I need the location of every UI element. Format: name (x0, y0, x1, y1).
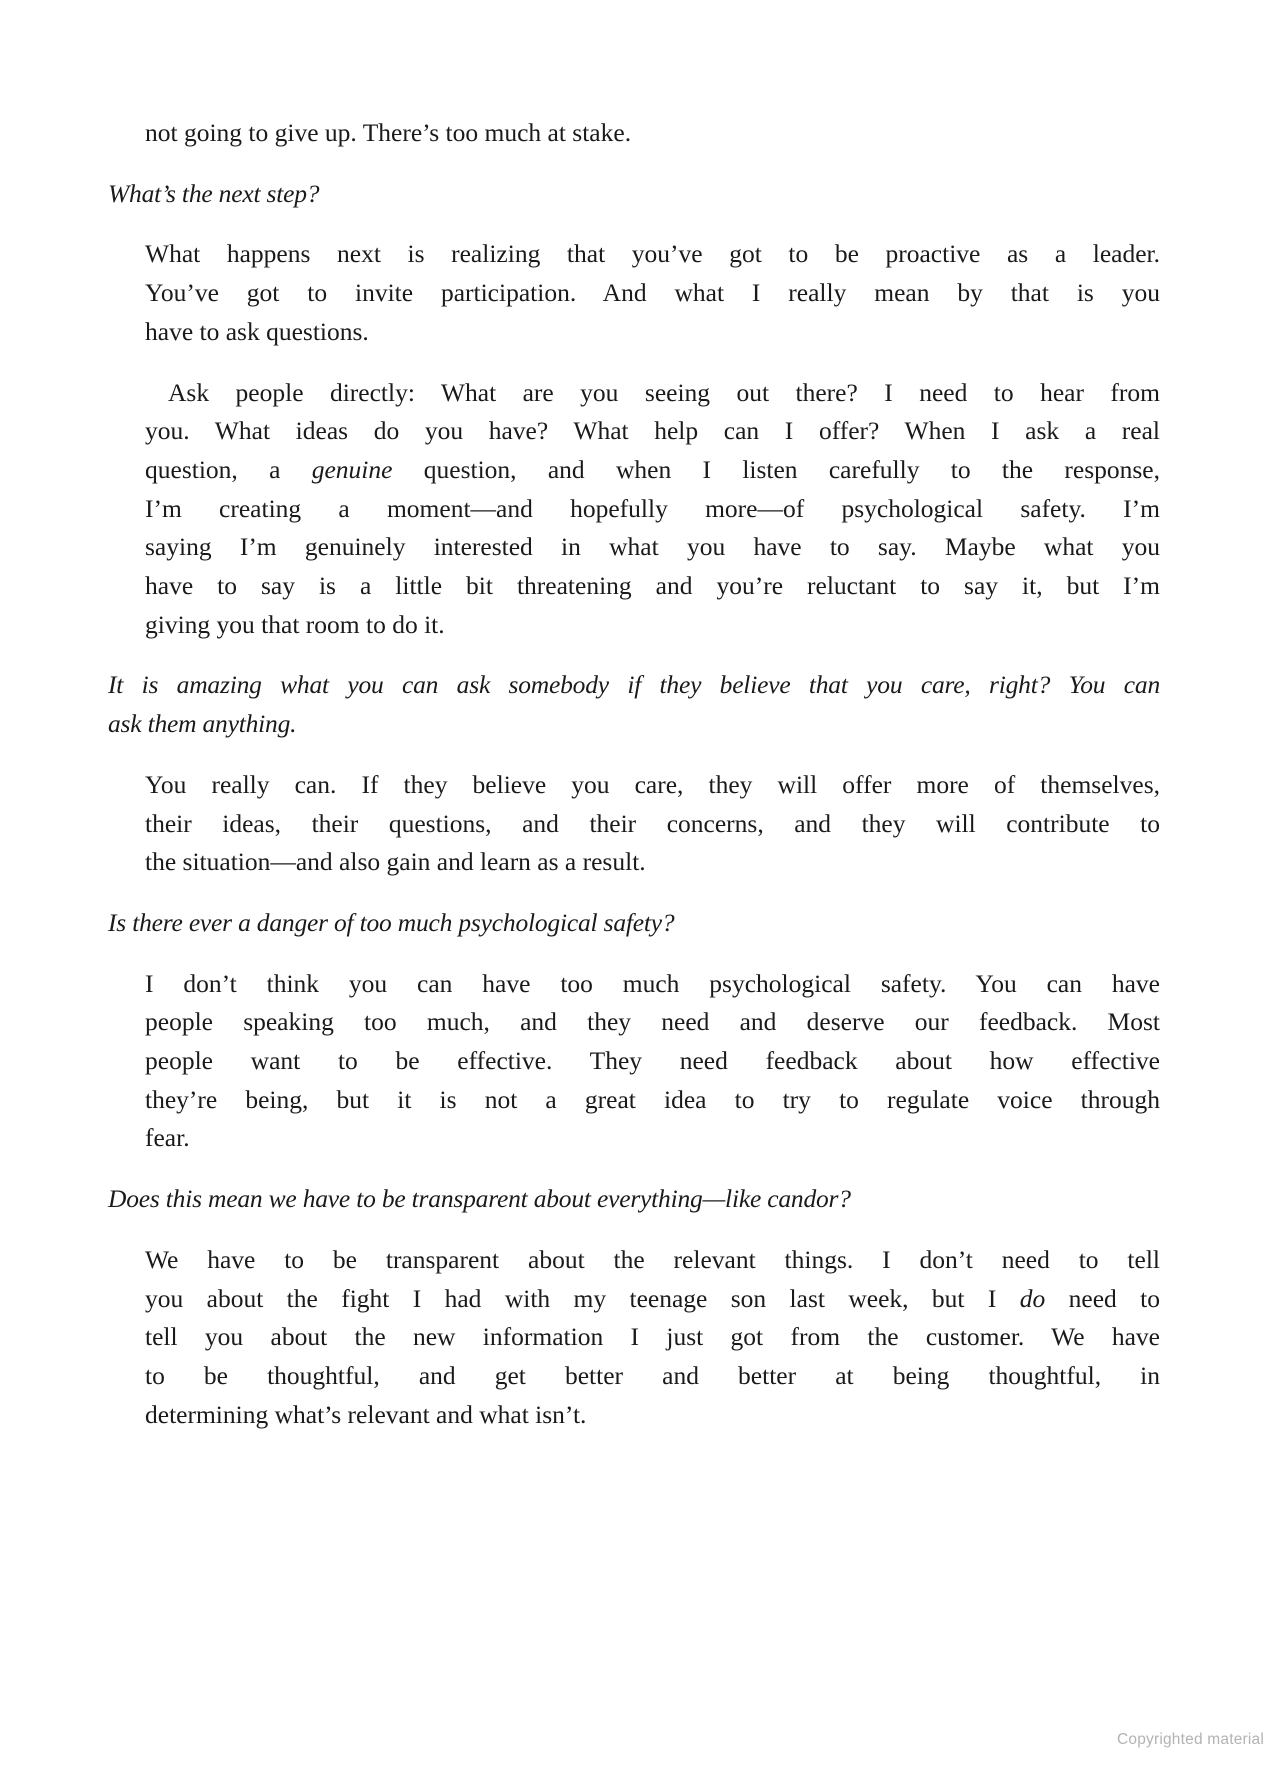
text-line: ask them anything. (108, 709, 297, 739)
text-line: Ask people directly: What are you seeing out there? I need to hear from (168, 377, 1160, 407)
answer-1-paragraph-2 (145, 374, 1160, 645)
text-line: You really can. If they believe you care, they will offer more of themselves, (145, 769, 1160, 799)
page-text-block (108, 114, 1160, 1434)
answer-2-paragraph (145, 766, 1160, 882)
text-line: What’s the next step? (108, 178, 320, 208)
text-line: people want to be effective. They need feedback about how effective (145, 1046, 1160, 1076)
text-line: What happens next is realizing that you’ve got to be proactive as a leader. (145, 239, 1160, 269)
text-line: their ideas, their questions, and their concerns, and they will contribute to (145, 808, 1160, 838)
text-line: they’re being, but it is not a great idea to try to regulate voice through (145, 1084, 1160, 1114)
answer-1-paragraph-1 (145, 235, 1160, 351)
copyright-watermark: Copyrighted material (1116, 1731, 1264, 1748)
interviewer-question-3 (108, 904, 1160, 943)
text-line: It is amazing what you can ask somebody if they believe that you care, right? You can (108, 670, 1160, 700)
text-line: I don’t think you can have too much psychological safety. You can have (145, 968, 1160, 998)
text-line: giving you that room to do it. (145, 609, 445, 639)
text-line: Does this mean we have to be transparent about everything—like candor? (108, 1184, 851, 1214)
text-segment: you about the fight I had with my teenage son last week, but I (145, 1283, 1020, 1313)
text-line: We have to be transparent about the relevant things. I don’t need to tell (145, 1244, 1160, 1274)
text-line: Is there ever a danger of too much psychological safety? (108, 907, 675, 937)
text-segment: question, and when I listen carefully to the response, (392, 454, 1160, 484)
text-segment: need to (1045, 1283, 1160, 1313)
text-line: tell you about the new information I just got from the customer. We have (145, 1322, 1160, 1352)
text-line: determining what’s relevant and what isn’t. (145, 1399, 587, 1429)
text-line: fear. (145, 1123, 190, 1153)
text-line: have to say is a little bit threatening and you’re reluctant to say it, but I’m (145, 571, 1160, 601)
text-line: to be thoughtful, and get better and better at being thoughtful, in (145, 1360, 1160, 1390)
text-line: saying I’m genuinely interested in what you have to say. Maybe what you (145, 532, 1160, 562)
text-line: have to ask questions. (145, 316, 369, 346)
text-line: you. What ideas do you have? What help can I offer? When I ask a real (145, 416, 1160, 446)
text-line (145, 1280, 1160, 1319)
answer-paragraph-continuation (145, 114, 1160, 153)
text-line: You’ve got to invite participation. And what I really mean by that is you (145, 278, 1160, 308)
text-line: not going to give up. There’s too much at stake. (145, 118, 632, 147)
answer-3-paragraph (145, 965, 1160, 1159)
text-line: I’m creating a moment—and hopefully more—of psychological safety. I’m (145, 493, 1160, 523)
text-segment: question, a (145, 454, 312, 484)
interviewer-question-1 (108, 175, 1160, 214)
text-line: people speaking too much, and they need and deserve our feedback. Most (145, 1007, 1160, 1037)
text-line (145, 451, 1160, 490)
answer-4-paragraph (145, 1241, 1160, 1435)
interviewer-question-2 (108, 666, 1160, 743)
text-line: the situation—and also gain and learn as a result. (145, 847, 646, 877)
italic-word: do (1019, 1283, 1046, 1313)
italic-word: genuine (311, 454, 393, 484)
interviewer-question-4 (108, 1180, 1160, 1219)
